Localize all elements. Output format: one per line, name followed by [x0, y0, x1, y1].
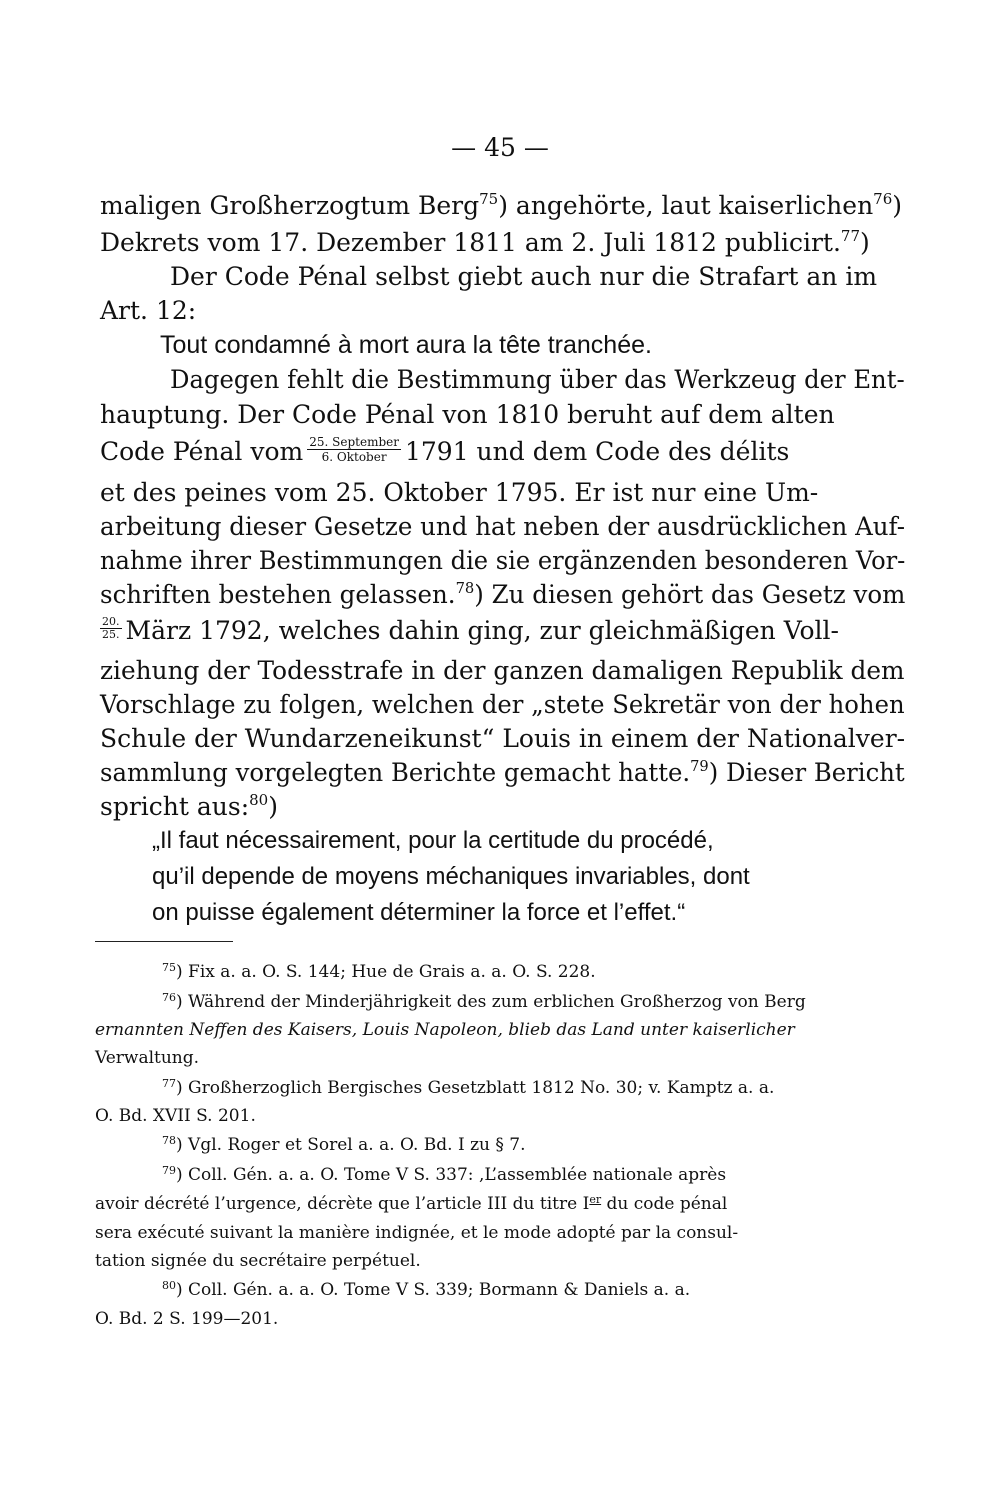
date-fraction: $\frac{\text{25. September}}{\text{6. Oktober}}$: [309, 435, 399, 464]
footnote-80: $^{80}$) Coll. Gén. a. a. O. Tome V S. 339; Bormann & Daniels a. a.: [162, 1279, 691, 1300]
body-line: Dagegen fehlt die Bestimmung über das Werkzeug der Ent-: [170, 365, 905, 394]
footnote-75: $^{75}$) Fix a. a. O. S. 144; Hue de Grais a. a. O. S. 228.: [162, 961, 596, 982]
body-line: $\frac{20.}{25.}$ März 1792, welches dahin ging, zur gleichmäßigen Voll-: [102, 615, 839, 645]
footnote-77: $^{77}$) Großherzoglich Bergisches Gesetzblatt 1812 No. 30; v. Kamptz a. a.: [162, 1077, 775, 1098]
body-line: spricht aus:$^{80}$): [100, 791, 278, 821]
body-line: Schule der Wundarzeneikunst“ Louis in einem der Nationalver-: [100, 724, 906, 753]
page-number: — 45 —: [451, 133, 549, 162]
french-quote-line: on puisse également déterminer la force et l’effet.“: [152, 899, 686, 926]
body-line: Vorschlage zu folgen, welchen der „stete Sekretär von der hohen: [100, 690, 905, 719]
footnote-76: $^{76}$) Während der Minderjährigkeit des zum erblichen Großherzog von Berg: [162, 991, 806, 1012]
footnote-79-cont: tation signée du secrétaire perpétuel.: [95, 1251, 421, 1271]
body-line: et des peines vom 25. Oktober 1795. Er ist nur eine Um-: [100, 478, 819, 507]
footnote-79-cont: avoir décrété l’urgence, décrète que l’article III du titre Ier du code pénal: [95, 1193, 728, 1214]
footnote-79: $^{79}$) Coll. Gén. a. a. O. Tome V S. 337: ‚L’assemblée nationale après: [162, 1164, 727, 1185]
body-line: Der Code Pénal selbst giebt auch nur die Strafart an im: [170, 262, 878, 291]
body-line: sammlung vorgelegten Berichte gemacht hatte.$^{79}$) Dieser Bericht: [100, 757, 905, 787]
body-line: schriften bestehen gelassen.$^{78}$) Zu diesen gehört das Gesetz vom: [100, 579, 906, 609]
footnote-79-cont: sera exécuté suivant la manière indignée, et le mode adopté par la consul-: [95, 1223, 739, 1243]
footnote-ref: 76: [873, 190, 893, 208]
french-quote-line: qu’il depende de moyens méchaniques invariables, dont: [152, 863, 750, 890]
footnote-ref: 80: [249, 791, 269, 809]
date-fraction: $\frac{20.}{25.}$: [102, 615, 120, 641]
body-line: hauptung. Der Code Pénal von 1810 beruht auf dem alten: [100, 400, 835, 429]
footnote-separator: [95, 941, 233, 942]
footnote-ref: 78: [455, 579, 475, 597]
body-line: Art. 12:: [100, 296, 197, 325]
footnote-ref: 75: [479, 190, 499, 208]
footnote-76-cont: Verwaltung.: [95, 1048, 200, 1068]
body-line: ziehung der Todesstrafe in der ganzen damaligen Republik dem: [100, 656, 905, 685]
footnote-80-cont: O. Bd. 2 S. 199—201.: [95, 1309, 279, 1329]
footnote-76-cont: ernannten Neffen des Kaisers, Louis Napoleon, blieb das Land unter kaiserlicher: [95, 1020, 795, 1040]
footnote-77-cont: O. Bd. XVII S. 201.: [95, 1106, 256, 1126]
french-quote-line: Tout condamné à mort aura la tête tranchée.: [160, 331, 652, 359]
body-line: nahme ihrer Bestimmungen die sie ergänzenden besonderen Vor-: [100, 546, 906, 575]
footnote-78: $^{78}$) Vgl. Roger et Sorel a. a. O. Bd. I zu § 7.: [162, 1134, 526, 1155]
footnote-ref: 79: [690, 757, 709, 775]
body-line: Code Pénal vom $\frac{\text{25. September}}{\text{6. Oktober}}$ 1791 und dem Code des délits: [100, 435, 790, 466]
body-line: Dekrets vom 17. Dezember 1811 am 2. Juli 1812 publicirt.$^{77}$): [100, 227, 870, 257]
french-quote-line: „Il faut nécessairement, pour la certitude du procédé,: [152, 827, 714, 854]
body-line: maligen Großherzogtum Berg$^{75}$) angehörte, laut kaiserlichen$^{76}$): [100, 190, 903, 220]
footnote-ref: 77: [840, 227, 860, 245]
body-line: arbeitung dieser Gesetze und hat neben der ausdrücklichen Auf-: [100, 512, 906, 541]
